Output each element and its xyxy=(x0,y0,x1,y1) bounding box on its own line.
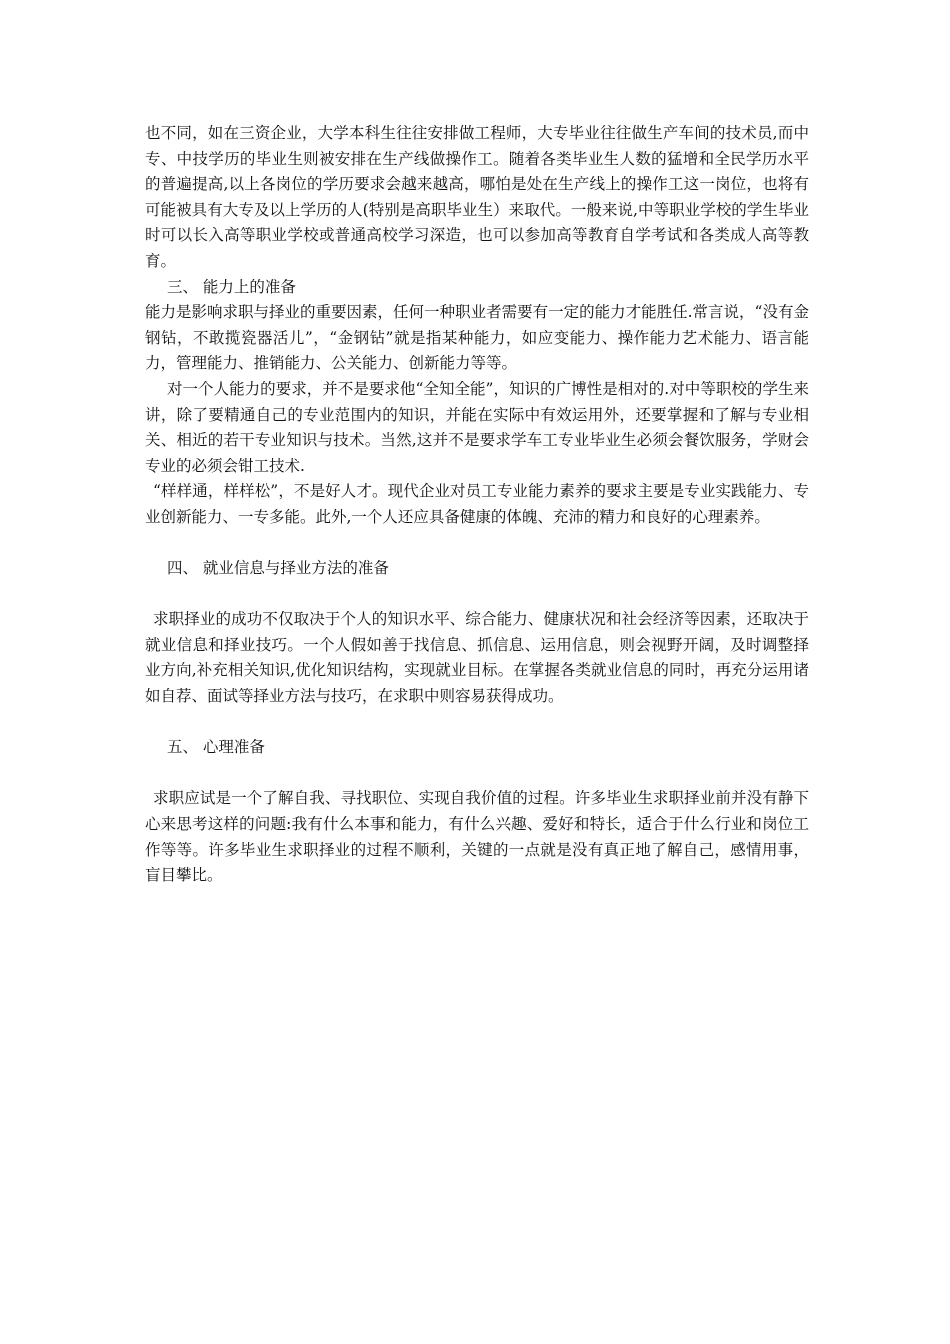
spacer xyxy=(145,531,809,557)
paragraph-intro: 也不同，如在三资企业，大学本科生往往安排做工程师，大专毕业往往做生产车间的技术员,而中专、中技学历的毕业生则被安排在生产线做操作工。随着各类毕业生人数的猛增和全民学历水平的普遍提高,以上各岗位的学历要求会越来越高，哪怕是处在生产线上的操作工这一岗位，也将有可能被具有大专及以上学历的人(特别是高职毕业生）来取代。一般来说,中等职业学校的学生毕业时可以长入高等职业学校或普通高校学习深造，也可以参加高等教育自学考试和各类成人高等教育。 xyxy=(145,124,809,270)
spacer xyxy=(145,761,809,787)
paragraph-ability-requirements: 对一个人能力的要求，并不是要求他“全知全能”，知识的广博性是相对的.对中等职校的学生来讲，除了要精通自己的专业范围内的知识，并能在实际中有效运用外，还要掌握和了解与专业相关、相近的若干专业知识与技术。当然,这并不是要求学车工专业毕业生必须会餐饮服务，学财会专业的必须会钳工技术. xyxy=(145,379,809,475)
heading-psychological-preparation: 五、 心理准备 xyxy=(167,738,265,757)
document-page xyxy=(145,121,809,889)
paragraph-ability-importance: 能力是影响求职与择业的重要因素，任何一种职业者需要有一定的能力才能胜任.常言说，“没有金钢钻，不敢揽瓷器活儿”，“金钢钻”就是指某种能力，如应变能力、操作能力艺术能力、语言能力，管理能力、推销能力、公关能力、创新能力等等。 xyxy=(145,303,809,373)
spacer xyxy=(145,710,809,736)
paragraph-ability-talent: “样样通，样样松”，不是好人才。现代企业对员工专业能力素养的要求主要是专业实践能力、专业创新能力、一专多能。此外,一个人还应具备健康的体魄、充沛的精力和良好的心理素养。 xyxy=(145,482,809,526)
spacer xyxy=(145,582,809,608)
heading-employment-info: 四、 就业信息与择业方法的准备 xyxy=(167,559,389,578)
heading-ability-preparation: 三、 能力上的准备 xyxy=(167,277,296,296)
paragraph-employment-info: 求职择业的成功不仅取决于个人的知识水平、综合能力、健康状况和社会经济等因素，还取决于就业信息和择业技巧。一个人假如善于找信息、抓信息、运用信息，则会视野开阔，及时调整择业方向,补充相关知识,优化知识结构，实现就业目标。在掌握各类就业信息的同时，再充分运用诸如自荐、面试等择业方法与技巧，在求职中则容易获得成功。 xyxy=(145,610,809,706)
paragraph-psychological-preparation: 求职应试是一个了解自我、寻找职位、实现自我价值的过程。许多毕业生求职择业前并没有静下心来思考这样的问题:我有什么本事和能力，有什么兴趣、爱好和特长，适合于什么行业和岗位工作等等。许多毕业生求职择业的过程不顺利，关键的一点就是没有真正地了解自己，感情用事，盲目攀比。 xyxy=(145,789,809,885)
